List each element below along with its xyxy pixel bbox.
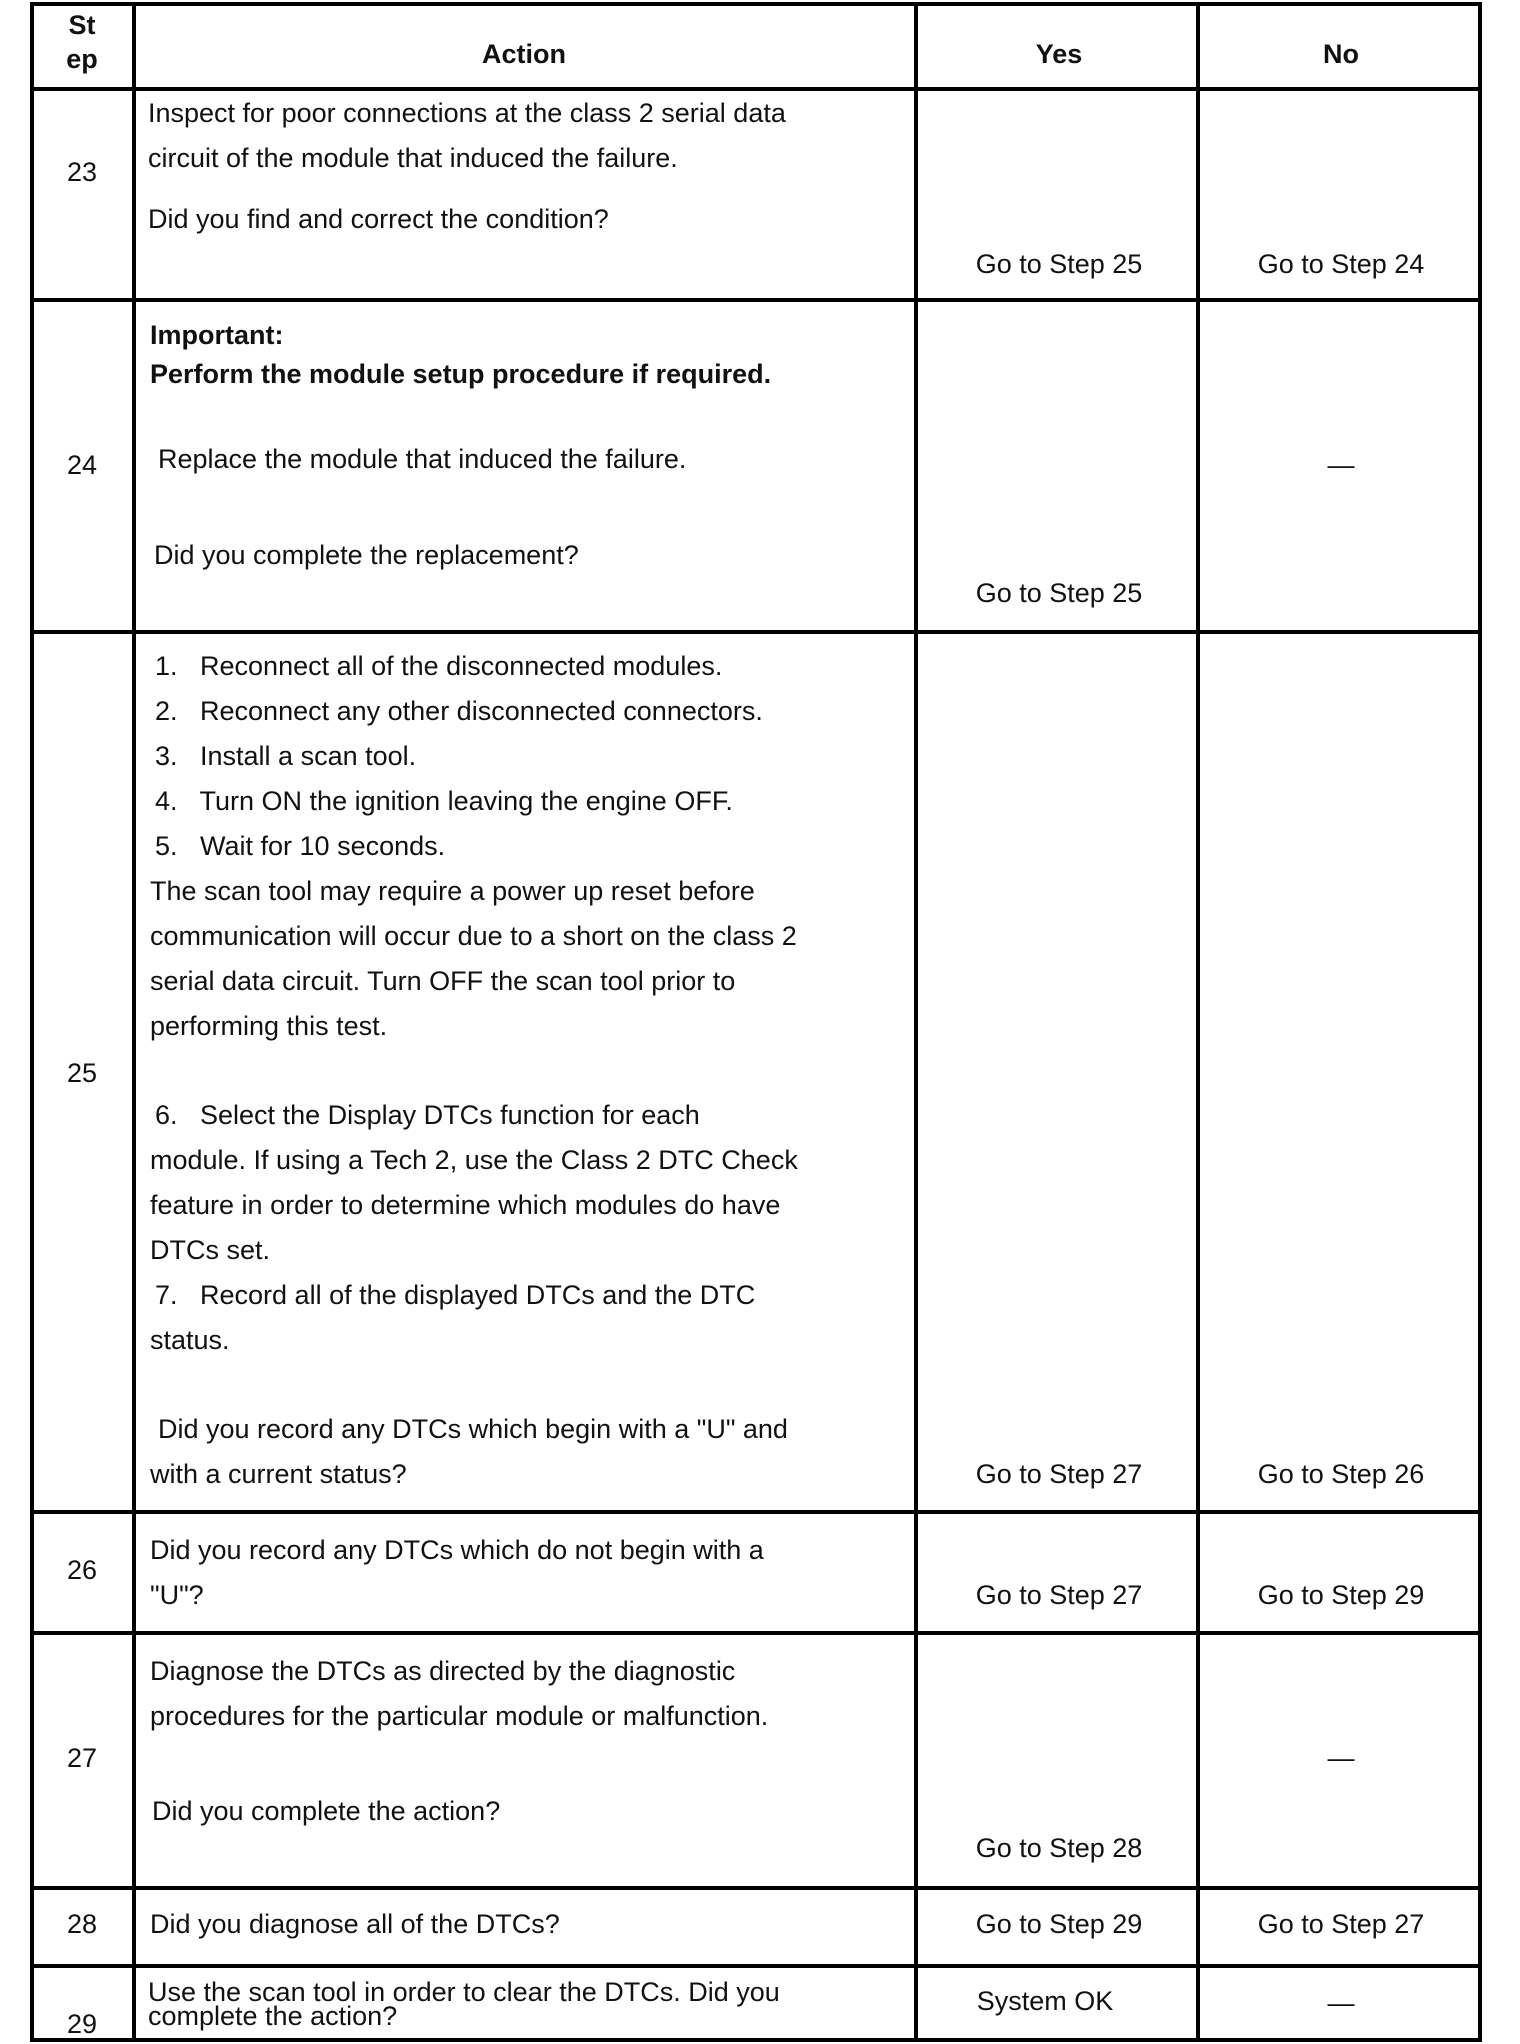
action-text: Replace the module that induced the failure. — [158, 444, 687, 474]
step-number: 28 — [66, 1909, 98, 1939]
row-divider — [30, 1510, 1482, 1514]
action-question: Did you record any DTCs which do not begin with a — [150, 1535, 764, 1565]
important-label: Important: — [150, 320, 284, 350]
table-border-left — [30, 2, 34, 2042]
row-divider — [30, 1886, 1482, 1890]
yes-result: Go to Step 25 — [975, 578, 1143, 608]
row-divider — [30, 298, 1482, 302]
action-list-item: 7. Record all of the displayed DTCs and the DTC — [155, 1280, 756, 1310]
column-divider — [132, 2, 136, 2042]
row-divider — [30, 1631, 1482, 1635]
no-result: Go to Step 24 — [1257, 249, 1425, 279]
yes-result: Go to Step 25 — [975, 249, 1143, 279]
table-border-top — [30, 2, 1482, 6]
no-result: — — [1327, 1743, 1355, 1773]
action-list-item: 1. Reconnect all of the disconnected modules. — [155, 651, 723, 681]
step-number: 29 — [66, 2009, 98, 2039]
yes-result: System OK — [976, 1986, 1114, 2016]
header-divider — [30, 87, 1482, 91]
action-question: Did you complete the action? — [152, 1796, 501, 1826]
table-border-bottom — [30, 2038, 1482, 2042]
action-text: procedures for the particular module or malfunction. — [150, 1701, 769, 1731]
action-text: Inspect for poor connections at the class 2 serial data — [148, 98, 786, 128]
action-text: module. If using a Tech 2, use the Class 2 DTC Check — [150, 1145, 798, 1175]
no-result: — — [1327, 450, 1355, 480]
action-text: complete the action? — [148, 2001, 398, 2031]
action-list-item: 4. Turn ON the ignition leaving the engine OFF. — [155, 786, 733, 816]
yes-result: Go to Step 29 — [975, 1909, 1143, 1939]
step-number: 26 — [66, 1555, 98, 1585]
action-note: The scan tool may require a power up reset before — [150, 876, 755, 906]
table-border-right — [1478, 2, 1482, 2042]
no-result: — — [1327, 1988, 1355, 2018]
row-divider — [30, 630, 1482, 634]
action-list-item: 2. Reconnect any other disconnected connectors. — [155, 696, 763, 726]
action-text: feature in order to determine which modules do have — [150, 1190, 781, 1220]
action-list-item: 6. Select the Display DTCs function for each — [155, 1100, 700, 1130]
action-note: serial data circuit. Turn OFF the scan tool prior to — [150, 966, 736, 996]
header-step — [34, 8, 130, 76]
action-text: status. — [150, 1325, 230, 1355]
action-question: Did you find and correct the condition? — [148, 204, 609, 234]
action-list-item: 3. Install a scan tool. — [155, 741, 417, 771]
header-no: No — [1323, 39, 1359, 69]
header-yes: Yes — [1035, 39, 1083, 69]
action-note: communication will occur due to a short on the class 2 — [150, 921, 797, 951]
no-result: Go to Step 26 — [1257, 1459, 1425, 1489]
action-note: performing this test. — [150, 1011, 388, 1041]
step-number: 25 — [66, 1058, 98, 1088]
yes-result: Go to Step 27 — [975, 1459, 1143, 1489]
row-divider — [30, 1964, 1482, 1968]
action-question: with a current status? — [150, 1459, 407, 1489]
column-divider — [914, 2, 918, 2042]
step-number: 23 — [66, 157, 98, 187]
action-question: Did you record any DTCs which begin with a "U" and — [158, 1414, 788, 1444]
action-list-item: 5. Wait for 10 seconds. — [155, 831, 446, 861]
header-step-line1: St — [68, 10, 96, 40]
action-question: "U"? — [150, 1580, 204, 1610]
column-divider — [1196, 2, 1200, 2042]
action-text: Use the scan tool in order to clear the DTCs. Did you — [148, 1977, 780, 2007]
no-result: Go to Step 29 — [1257, 1580, 1425, 1610]
important-note: Perform the module setup procedure if required. — [150, 359, 772, 389]
header-action: Action — [482, 39, 566, 69]
action-text: DTCs set. — [150, 1235, 271, 1265]
yes-result: Go to Step 27 — [975, 1580, 1143, 1610]
step-number: 24 — [66, 450, 98, 480]
action-question: Did you diagnose all of the DTCs? — [150, 1909, 560, 1939]
action-question: Did you complete the replacement? — [154, 540, 579, 570]
no-result: Go to Step 27 — [1257, 1909, 1425, 1939]
step-number: 27 — [66, 1743, 98, 1773]
action-text: Diagnose the DTCs as directed by the diagnostic — [150, 1656, 736, 1686]
header-step-line2: ep — [66, 44, 98, 74]
yes-result: Go to Step 28 — [975, 1833, 1143, 1863]
action-text: circuit of the module that induced the failure. — [148, 143, 678, 173]
